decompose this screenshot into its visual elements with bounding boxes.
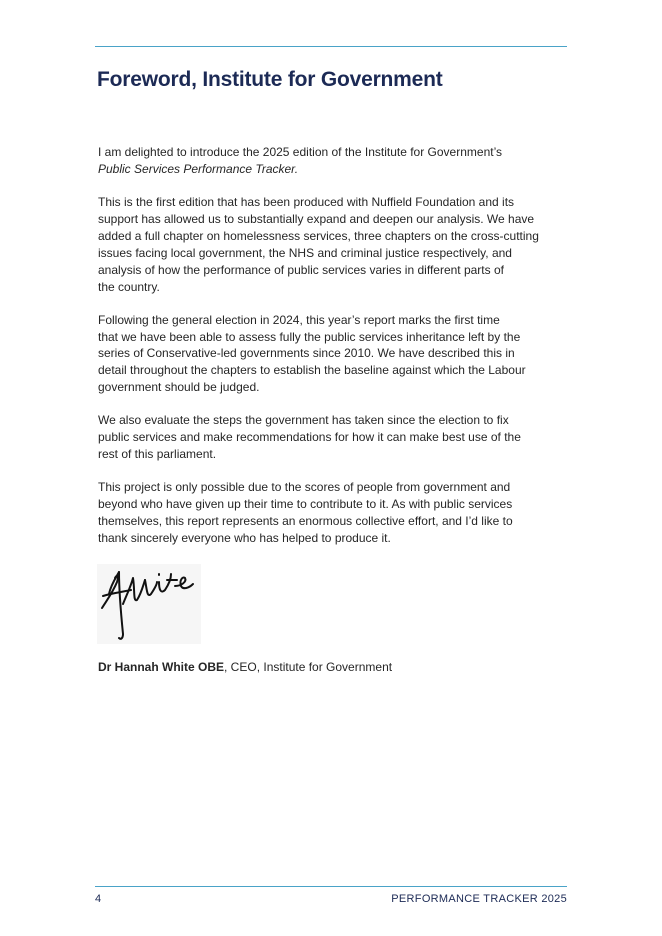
signatory (98, 660, 392, 674)
text-line: beyond who have given up their time to contribute to it. As with public services (98, 497, 513, 512)
text-line: that we have been able to assess fully the public services inheritance left by the (98, 329, 521, 344)
text-line: We also evaluate the steps the government has taken since the election to fix (98, 413, 509, 428)
text-line: public services and make recommendations for how it can make best use of the (98, 430, 521, 445)
text-line: themselves, this report represents an enormous collective effort, and I’d like to (98, 514, 513, 529)
text-line: This is the first edition that has been produced with Nuffield Foundation and its (98, 195, 515, 209)
signatory-role: , CEO, Institute for Government (224, 660, 393, 674)
text-line: I am delighted to introduce the 2025 edition of the Institute for Government’s (98, 145, 503, 159)
footer-publication-title: PERFORMANCE TRACKER 2025 (391, 893, 567, 905)
paragraph-intro (98, 144, 568, 178)
paragraph-thanks (98, 479, 568, 547)
text-line: issues facing local government, the NHS and criminal justice respectively, and (98, 245, 512, 260)
page-title: Foreword, Institute for Government (97, 68, 443, 91)
signature-image (97, 564, 201, 644)
footer-rule (95, 886, 567, 887)
text-line: analysis of how the performance of public services varies in different parts of (98, 262, 504, 277)
text-line: rest of this parliament. (98, 447, 217, 462)
text-line: detail throughout the chapters to establish the baseline against which the Labour (98, 363, 526, 378)
page-number: 4 (95, 893, 102, 905)
text-line: government should be judged. (98, 380, 260, 395)
text-line: Following the general election in 2024, this year’s report marks the first time (98, 312, 500, 327)
text-line: Public Services Performance Tracker. (98, 161, 299, 176)
text-line: the country. (98, 279, 160, 294)
paragraph-election (98, 312, 568, 397)
signature-scribble (97, 564, 201, 644)
text-line: support has allowed us to substantially expand and deepen our analysis. We have (98, 211, 535, 226)
paragraph-nuffield (98, 194, 568, 295)
foreword-body (98, 144, 568, 563)
text-line: added a full chapter on homelessness services, three chapters on the cross-cutting (98, 228, 539, 243)
header-rule (95, 46, 567, 47)
text-line: thank sincerely everyone who has helped to produce it. (98, 530, 391, 545)
paragraph-evaluate (98, 412, 568, 463)
text-line: This project is only possible due to the scores of people from government and (98, 480, 511, 495)
text-line: series of Conservative-led governments since 2010. We have described this in (98, 346, 515, 361)
signatory-name: Dr Hannah White OBE (98, 660, 225, 674)
